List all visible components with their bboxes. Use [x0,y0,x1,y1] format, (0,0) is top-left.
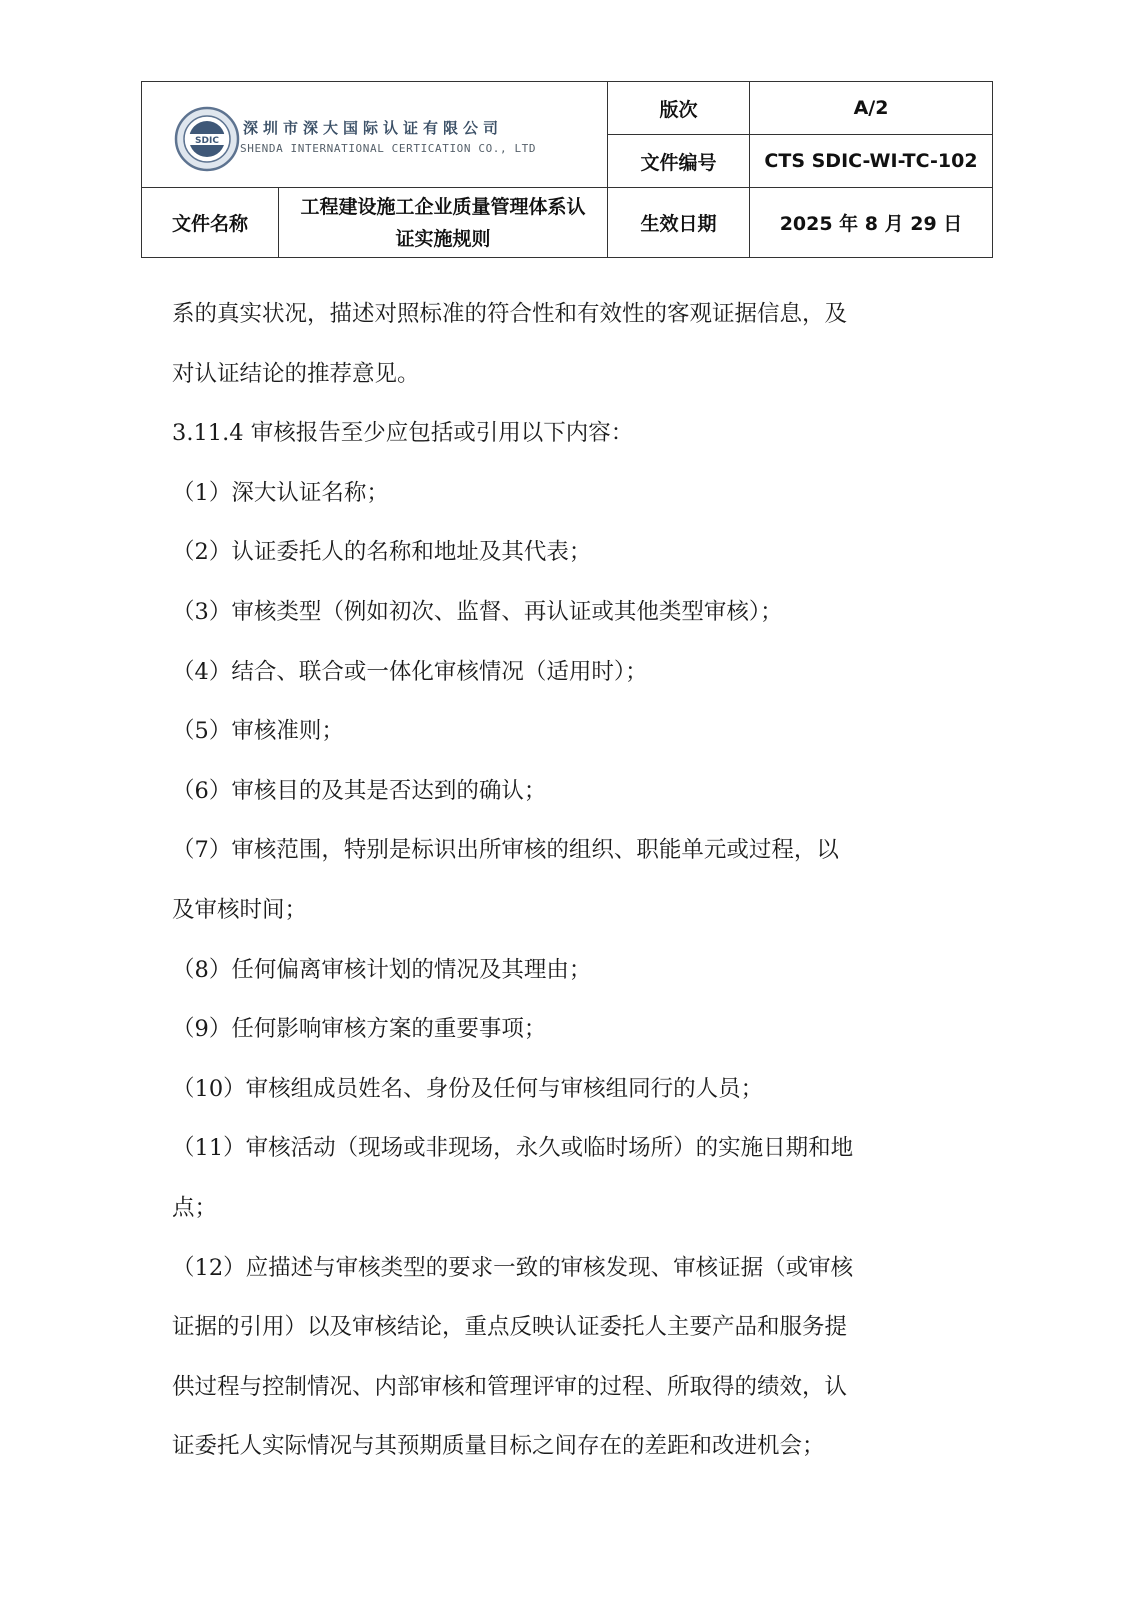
list-item-11: （11）审核活动（现场或非现场，永久或临时场所）的实施日期和地 [172,1135,854,1162]
list-item-4: （4）结合、联合或一体化审核情况（适用时）； [172,658,648,685]
section-heading-3-11-4: 3.11.4 审核报告至少应包括或引用以下内容： [172,420,634,447]
list-item-3: （3）审核类型（例如初次、监督、再认证或其他类型审核）； [172,598,783,625]
company-name-en: SHENDA INTERNATIONAL CERTICATION CO., LTD [240,142,537,155]
list-item-6: （6）审核目的及其是否达到的确认； [172,777,547,804]
doc-name-line-1: 工程建设施工企业质量管理体系认 [300,195,586,218]
version-label: 版次 [608,82,750,135]
list-item-9: （9）任何影响审核方案的重要事项； [172,1016,547,1043]
list-item-2: （2）认证委托人的名称和地址及其代表； [172,539,592,566]
version-value: A/2 [750,82,993,135]
document-header-table [141,81,993,258]
list-item-7-cont: 及审核时间； [172,896,308,923]
body-line: 系的真实状况，描述对照标准的符合性和有效性的客观证据信息，及 [172,301,848,327]
body-line: 对认证结论的推荐意见。 [172,360,420,387]
list-item-10: （10）审核组成员姓名、身份及任何与审核组同行的人员； [172,1075,764,1102]
list-item-12-cont: 证委托人实际情况与其预期质量目标之间存在的差距和改进机会； [172,1433,825,1460]
logo-text: SDIC [195,136,219,146]
list-item-12-cont: 供过程与控制情况、内部审核和管理评审的过程、所取得的绩效，认 [172,1373,848,1400]
list-item-12: （12）应描述与审核类型的要求一致的审核发现、审核证据（或审核 [172,1254,854,1281]
effective-date-value: 2025 年 8 月 29 日 [750,188,993,258]
document-body [172,285,972,1477]
list-item-5: （5）审核准则； [172,718,344,745]
list-item-8: （8）任何偏离审核计划的情况及其理由； [172,956,592,983]
company-logo-cell [142,82,608,188]
list-item-12-cont: 证据的引用）以及审核结论，重点反映认证委托人主要产品和服务提 [172,1314,848,1341]
list-item-11-cont: 点； [172,1194,218,1221]
doc-name-value [279,188,608,258]
effective-date-label: 生效日期 [608,188,750,258]
company-logo-icon [174,106,240,172]
doc-name-line-2: 证实施规则 [395,227,491,250]
list-item-1: （1）深大认证名称； [172,479,389,506]
doc-name-label: 文件名称 [142,188,279,258]
list-item-7: （7）审核范围，特别是标识出所审核的组织、职能单元或过程，以 [172,837,839,864]
doc-number-label: 文件编号 [608,135,750,188]
company-name-cn: 深圳市深大国际认证有限公司 [243,119,504,137]
doc-number-value: CTS SDIC-WI-TC-102 [750,135,993,188]
